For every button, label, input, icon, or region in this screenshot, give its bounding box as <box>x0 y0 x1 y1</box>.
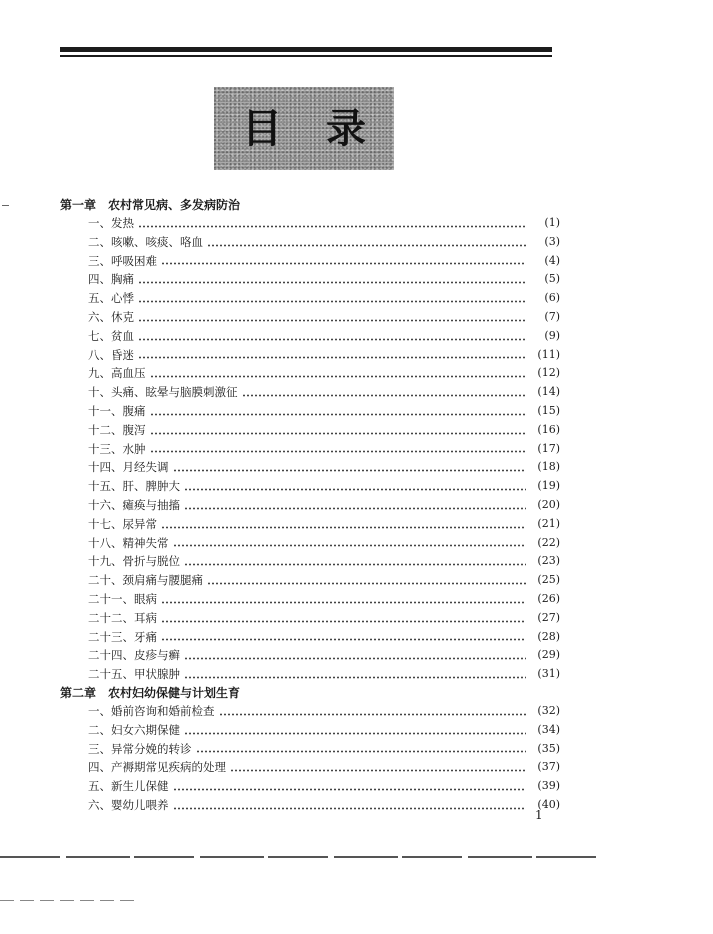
chapter-number: 第一章 <box>60 198 97 212</box>
toc-entry[interactable] <box>60 628 560 647</box>
toc-entry[interactable] <box>60 496 560 515</box>
toc-title-char-1: 目 <box>242 105 282 152</box>
toc-entry-label: 十三、水肿 <box>88 441 146 456</box>
toc-entry-page: (11) <box>537 347 560 361</box>
toc-entry[interactable] <box>60 758 560 777</box>
dot-leader <box>173 544 527 547</box>
top-rule-thin <box>60 55 552 57</box>
toc-entry[interactable] <box>60 477 560 496</box>
toc-entry[interactable] <box>60 552 560 571</box>
table-of-contents <box>60 196 560 815</box>
toc-entry-label: 八、昏迷 <box>88 347 134 362</box>
toc-entry-label: 一、发热 <box>88 216 134 230</box>
toc-entry-page: (5) <box>544 272 560 286</box>
dot-leader <box>138 319 526 322</box>
toc-entry[interactable] <box>60 590 560 609</box>
toc-entry[interactable] <box>60 571 560 590</box>
toc-entry-label: 七、贫血 <box>88 328 134 343</box>
toc-entry-page: (22) <box>537 535 560 549</box>
toc-entry-label: 一、婚前咨询和婚前检查 <box>88 703 215 718</box>
toc-entry-label: 二十五、甲状腺肿 <box>88 667 180 682</box>
toc-entry-page: (9) <box>544 328 560 342</box>
toc-entry-label: 十六、瘫痪与抽搐 <box>88 497 180 512</box>
toc-entry-page: (29) <box>537 648 560 662</box>
toc-entry[interactable] <box>60 534 560 553</box>
dot-leader <box>161 601 526 604</box>
toc-entry-page: (4) <box>544 253 560 267</box>
toc-entry-label: 十二、腹泻 <box>88 422 146 437</box>
toc-entry-label: 五、心悸 <box>88 291 134 306</box>
toc-entry-label: 十四、月经失调 <box>88 460 169 475</box>
toc-entry[interactable] <box>60 740 560 759</box>
dot-leader <box>150 450 527 453</box>
toc-entry-page: (35) <box>537 741 560 755</box>
top-rule <box>60 47 552 52</box>
toc-entry[interactable] <box>60 458 560 477</box>
toc-entry-page: (14) <box>537 385 560 399</box>
toc-entry-page: (26) <box>537 591 560 605</box>
toc-entry[interactable] <box>60 646 560 665</box>
toc-entry[interactable] <box>60 402 560 421</box>
dot-leader <box>207 244 526 247</box>
toc-entry-page: (25) <box>537 573 560 587</box>
toc-entry-page: (12) <box>537 366 560 380</box>
dot-leader <box>207 582 526 585</box>
scan-edge-smudge <box>0 900 140 901</box>
toc-entry-page: (20) <box>537 497 560 511</box>
toc-title-box <box>214 87 394 170</box>
toc-entry[interactable] <box>60 796 560 815</box>
dot-leader <box>219 713 527 716</box>
chapter-title: 农村常见病、多发病防治 <box>108 198 241 212</box>
toc-entry[interactable] <box>60 364 560 383</box>
chapter-number: 第二章 <box>60 685 97 700</box>
toc-entry[interactable] <box>60 289 560 308</box>
toc-entry-label: 十、头痛、眩晕与脑膜刺激征 <box>88 385 238 400</box>
toc-entry-page: (3) <box>544 234 560 248</box>
toc-entry-page: (37) <box>537 760 560 774</box>
dot-leader <box>150 413 527 416</box>
toc-entry-page: (6) <box>544 291 560 305</box>
toc-entry[interactable] <box>60 665 560 684</box>
dot-leader <box>173 469 527 472</box>
toc-entry[interactable] <box>60 214 560 233</box>
toc-entry-label: 十一、腹痛 <box>88 403 146 418</box>
toc-entry[interactable] <box>60 308 560 327</box>
toc-entry-label: 二十四、皮疹与癣 <box>88 648 180 663</box>
toc-entry-label: 三、呼吸困难 <box>88 253 157 268</box>
toc-entry-label: 二十三、牙痛 <box>88 629 157 644</box>
toc-entry-label: 十九、骨折与脱位 <box>88 554 180 569</box>
dot-leader <box>150 432 527 435</box>
toc-entry[interactable] <box>60 609 560 628</box>
dot-leader <box>184 676 526 679</box>
dot-leader <box>196 750 527 753</box>
toc-entry[interactable] <box>60 440 560 459</box>
toc-entry[interactable] <box>60 252 560 271</box>
toc-entry-page: (7) <box>544 309 560 323</box>
dot-leader <box>161 638 526 641</box>
toc-entry-page: (1) <box>544 216 560 229</box>
toc-entry-page: (17) <box>537 441 560 455</box>
toc-entry-label: 九、高血压 <box>88 366 146 381</box>
toc-entry-page: (32) <box>537 703 560 717</box>
dot-leader <box>138 225 526 228</box>
chapter-title: 农村妇幼保健与计划生育 <box>108 685 241 700</box>
toc-title-char-2: 录 <box>326 105 366 152</box>
toc-entry[interactable] <box>60 421 560 440</box>
toc-entry-page: (28) <box>537 629 560 643</box>
toc-entry-page: (23) <box>537 554 560 568</box>
toc-entry[interactable] <box>60 233 560 252</box>
toc-entry[interactable] <box>60 777 560 796</box>
toc-entry-page: (39) <box>537 779 560 793</box>
dot-leader <box>138 300 526 303</box>
toc-entry-label: 二、妇女六期保健 <box>88 722 180 737</box>
toc-entry-label: 四、胸痛 <box>88 272 134 287</box>
chapter-heading-2 <box>60 684 560 702</box>
dot-leader <box>184 657 526 660</box>
dot-leader <box>242 394 527 397</box>
dot-leader <box>150 375 527 378</box>
toc-entry-label: 二十、颈肩痛与腰腿痛 <box>88 573 203 588</box>
dot-leader <box>161 526 526 529</box>
toc-entry-label: 十八、精神失常 <box>88 535 169 550</box>
toc-entry-page: (19) <box>537 479 560 493</box>
dot-leader <box>184 488 526 491</box>
dot-leader <box>161 262 526 265</box>
toc-entry-page: (16) <box>537 422 560 436</box>
toc-entry[interactable] <box>60 383 560 402</box>
dot-leader <box>184 507 526 510</box>
dot-leader <box>173 807 527 810</box>
dot-leader <box>173 788 527 791</box>
toc-entry-label: 三、异常分娩的转诊 <box>88 741 192 756</box>
toc-entry[interactable] <box>60 515 560 534</box>
dot-leader <box>138 281 526 284</box>
toc-entry-label: 六、休克 <box>88 309 134 324</box>
toc-entry-label: 二、咳嗽、咳痰、咯血 <box>88 234 203 249</box>
toc-entry-page: (27) <box>537 610 560 624</box>
toc-entry-label: 十七、尿异常 <box>88 516 157 531</box>
toc-entry-label: 五、新生儿保健 <box>88 779 169 794</box>
margin-mark <box>2 205 9 206</box>
toc-entry[interactable] <box>60 270 560 289</box>
toc-entry-page: (15) <box>537 403 560 417</box>
dot-leader <box>230 769 526 772</box>
dot-leader <box>138 356 526 359</box>
toc-entry-label: 四、产褥期常见疾病的处理 <box>88 760 226 775</box>
toc-entry[interactable] <box>60 327 560 346</box>
toc-entry-page: (40) <box>537 797 560 811</box>
toc-entry-label: 二十一、眼病 <box>88 591 157 606</box>
toc-entry-page: (18) <box>537 460 560 474</box>
chapter-heading-1 <box>60 196 560 214</box>
toc-entry-page: (21) <box>537 516 560 530</box>
dot-leader <box>184 732 526 735</box>
toc-entry[interactable] <box>60 346 560 365</box>
toc-entry-page: (34) <box>537 722 560 736</box>
dot-leader <box>138 338 526 341</box>
toc-entry-label: 六、婴幼儿喂养 <box>88 797 169 812</box>
toc-entry-page: (31) <box>537 667 560 681</box>
dot-leader <box>184 563 526 566</box>
dot-leader <box>161 620 526 623</box>
toc-entry[interactable] <box>60 721 560 740</box>
scan-edge-line <box>0 856 600 858</box>
toc-entry-label: 十五、肝、脾肿大 <box>88 479 180 494</box>
toc-entry[interactable] <box>60 702 560 721</box>
page-number: 1 <box>535 808 543 822</box>
toc-entry-label: 二十二、耳病 <box>88 610 157 625</box>
